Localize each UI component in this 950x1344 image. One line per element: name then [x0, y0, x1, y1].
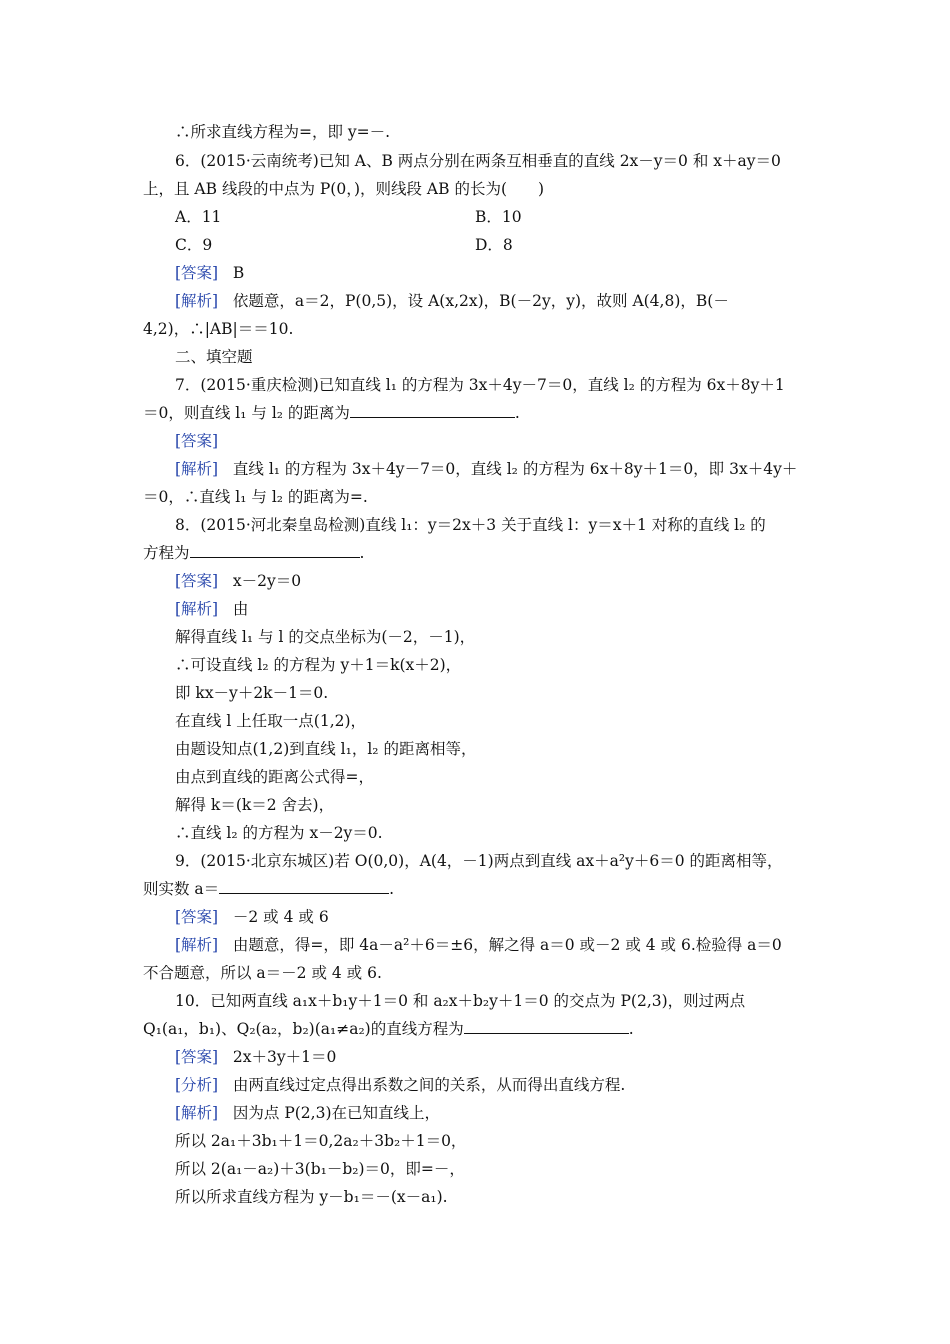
answer-tag: [答案] [175, 432, 219, 450]
analysis-line: [解析] 直线 l₁ 的方程为 3x＋4y－7＝0，直线 l₂ 的方程为 6x＋8y＋1＝0，即 3x＋4y＋ [175, 460, 798, 478]
answer-tag: [答案] [175, 264, 219, 282]
text-line: ＝0，则直线 l₁ 与 l₂ 的距离为 . [143, 404, 520, 422]
option-d: D．8 [475, 236, 513, 254]
analysis-line: [分析] 由两直线过定点得出系数之间的关系，从而得出直线方程. [175, 1076, 626, 1094]
analysis-line: [解析] 依题意，a＝2，P(0,5)，设 A(x,2x)，B(－2y，y)，故则 A(4,8)，B(－ [175, 292, 729, 310]
text-line: Q₁(a₁，b₁)、Q₂(a₂，b₂)(a₁≠a₂)的直线方程为 . [143, 1020, 634, 1038]
answer-line: [答案] B [175, 264, 245, 282]
text-line: 4,2)，∴|AB|＝＝10. [143, 320, 294, 338]
text-line: 解得直线 l₁ 与 l 的交点坐标为(－2，－1)， [175, 628, 476, 646]
analysis-tag: [解析] [175, 1104, 219, 1122]
answer-blank [350, 403, 515, 418]
text-line: 解得 k＝(k＝2 舍去)， [175, 796, 335, 814]
text-line: ∴可设直线 l₂ 的方程为 y＋1＝k(x＋2)， [175, 656, 462, 674]
question-8: 8．(2015·河北秦皇岛检测)直线 l₁：y＝2x＋3 关于直线 l：y＝x＋1 对称的直线 l₂ 的 [175, 516, 766, 534]
text-line: 所以 2a₁＋3b₁＋1＝0,2a₂＋3b₂＋1＝0， [175, 1132, 467, 1150]
text-line: 上，且 AB 线段的中点为 P(0，)，则线段 AB 的长为( ) [143, 180, 545, 198]
section-heading: 二、填空题 [175, 348, 253, 366]
option-c: C．9 [175, 236, 213, 254]
text-line: ∴所求直线方程为=，即 y=－. [175, 123, 391, 141]
analysis-tag: [解析] [175, 292, 219, 310]
text-line: 在直线 l 上任取一点(1,2)， [175, 712, 367, 730]
text-line: 方程为 . [143, 544, 365, 562]
answer-tag: [答案] [175, 908, 219, 926]
text-line: 即 kx－y＋2k－1＝0. [175, 684, 329, 702]
text-line: 由点到直线的距离公式得=， [175, 768, 374, 786]
text-line: ＝0，∴直线 l₁ 与 l₂ 的距离为=. [143, 488, 368, 506]
answer-line: [答案] －2 或 4 或 6 [175, 908, 329, 926]
text-line: 由题设知点(1,2)到直线 l₁，l₂ 的距离相等， [175, 740, 477, 758]
question-6: 6．(2015·云南统考)已知 A、B 两点分别在两条互相垂直的直线 2x－y＝0 和 x＋ay＝0 [175, 152, 781, 170]
answer-blank [190, 543, 360, 558]
text-line: 则实数 a＝ . [143, 880, 395, 898]
analysis-tag: [分析] [175, 1076, 219, 1094]
answer-line [175, 431, 218, 451]
analysis-tag: [解析] [175, 460, 219, 478]
analysis-line: [解析] 由题意，得=，即 4a－a²＋6＝±6，解之得 a＝0 或－2 或 4 或 6.检验得 a＝0 [175, 936, 782, 954]
answer-tag: [答案] [175, 1048, 219, 1066]
answer-line: [答案] x－2y＝0 [175, 572, 302, 590]
option-a: A．11 [175, 208, 222, 226]
answer-line: [答案] 2x＋3y＋1＝0 [175, 1048, 337, 1066]
answer-blank [219, 879, 389, 894]
analysis-line: [解析] 由 [175, 600, 249, 618]
question-9: 9．(2015·北京东城区)若 O(0,0)，A(4，－1)两点到直线 ax＋a²y＋6＝0 的距离相等， [175, 852, 783, 870]
answer-tag: [答案] [175, 572, 219, 590]
text-line: 不合题意，所以 a＝－2 或 4 或 6. [143, 964, 382, 982]
answer-blank [464, 1019, 629, 1034]
question-10: 10．已知两直线 a₁x＋b₁y＋1＝0 和 a₂x＋b₂y＋1＝0 的交点为 P(2,3)，则过两点 [175, 992, 746, 1010]
text-line: 所以所求直线方程为 y－b₁＝－(x－a₁). [175, 1188, 448, 1206]
option-b: B．10 [475, 208, 522, 226]
analysis-line: [解析] 因为点 P(2,3)在已知直线上， [175, 1104, 440, 1122]
question-7: 7．(2015·重庆检测)已知直线 l₁ 的方程为 3x＋4y－7＝0，直线 l₂ 的方程为 6x＋8y＋1 [175, 376, 785, 394]
text-line: ∴直线 l₂ 的方程为 x－2y＝0. [175, 824, 383, 842]
analysis-tag: [解析] [175, 600, 219, 618]
text-line: 所以 2(a₁－a₂)＋3(b₁－b₂)＝0，即=－， [175, 1160, 465, 1178]
analysis-tag: [解析] [175, 936, 219, 954]
